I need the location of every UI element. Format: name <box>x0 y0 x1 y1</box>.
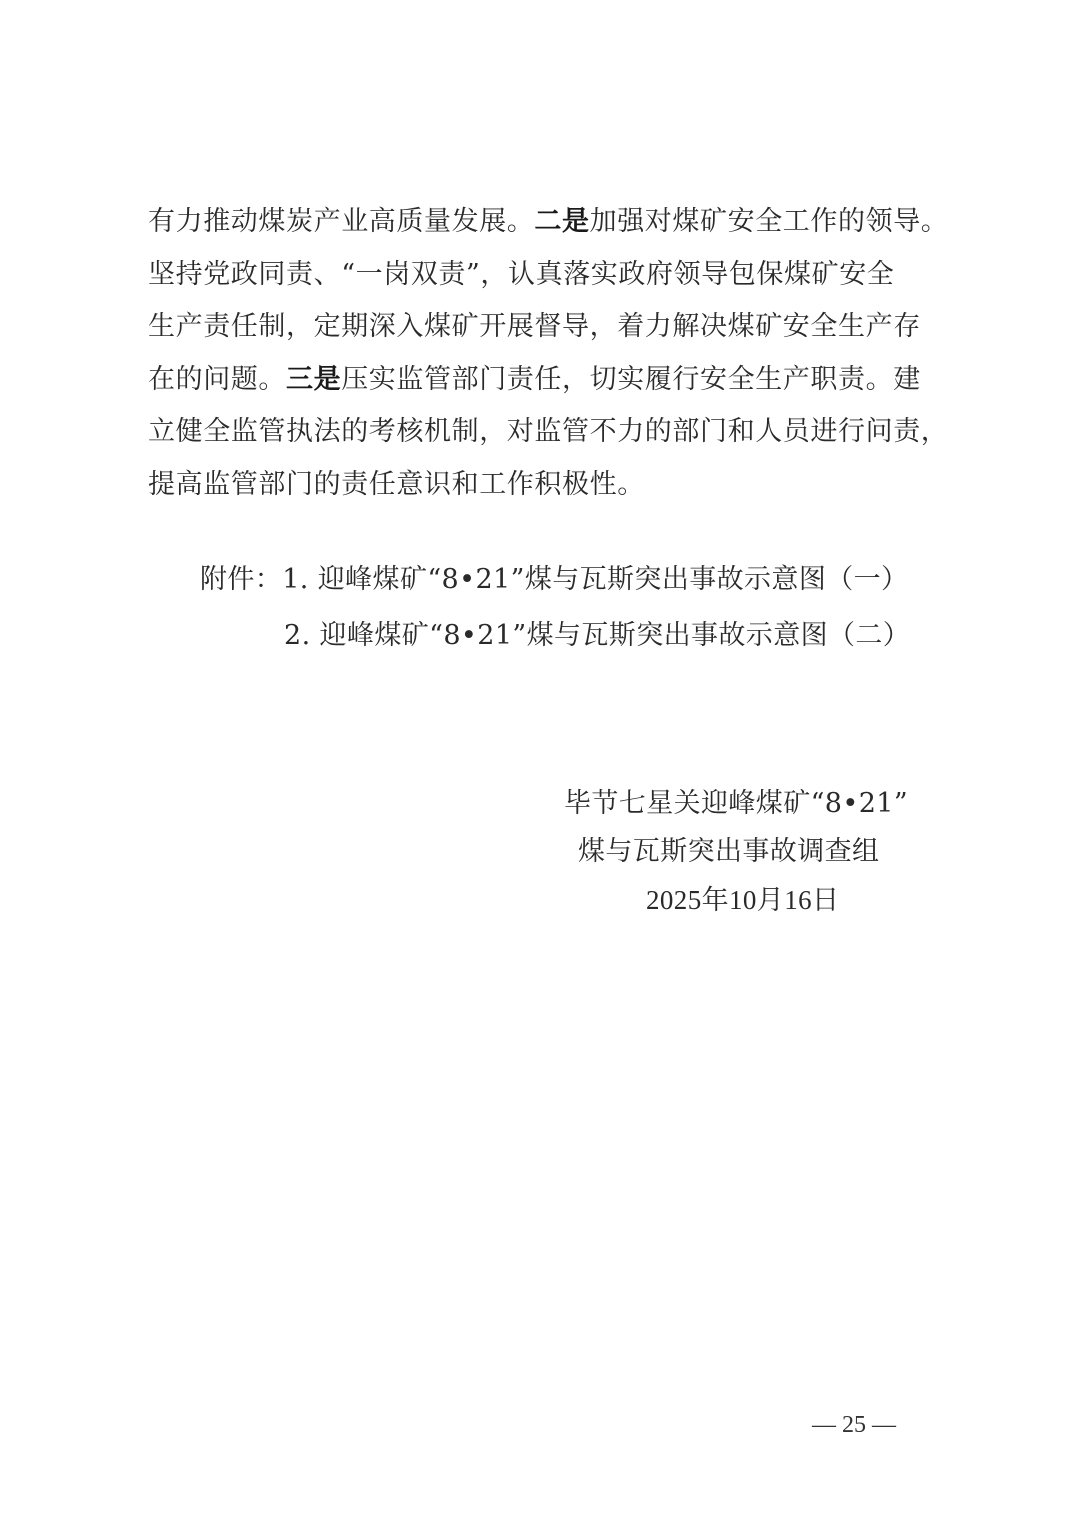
bold-marker: 三是 <box>286 363 342 395</box>
line-text: 坚持党政同责、“一岗双责”，认真落实政府领导包保煤矿安全 <box>148 258 895 290</box>
body-paragraph <box>148 196 948 511</box>
paragraph-line <box>148 406 948 459</box>
attachment-item <box>200 608 910 664</box>
line-text: 压实监管部门责任，切实履行安全生产职责。建 <box>341 363 921 395</box>
line-text: 提高监管部门的责任意识和工作积极性。 <box>148 468 645 500</box>
paragraph-line <box>148 196 948 249</box>
attachment-item <box>200 552 910 608</box>
line-text: 立健全监管执法的考核机制，对监管不力的部门和人员进行问责， <box>148 416 949 447</box>
attachments-list <box>200 552 910 664</box>
paragraph-line <box>148 459 948 512</box>
bold-marker: 二是 <box>534 206 590 237</box>
attachments-label: 附件： <box>200 564 283 595</box>
attachment-title: 1. 迎峰煤矿“8•21”煤与瓦斯突出事故示意图（一） <box>282 564 909 595</box>
paragraph-line <box>148 249 948 302</box>
line-text: 加强对煤矿安全工作的领导。 <box>589 206 949 237</box>
attachment-title: 2. 迎峰煤矿“8•21”煤与瓦斯突出事故示意图（二） <box>284 620 911 651</box>
signature-block <box>560 780 920 924</box>
signature-org-line: 毕节七星关迎峰煤矿“8•21” <box>564 788 909 819</box>
page-number: — 25 — <box>812 1412 896 1438</box>
paragraph-line <box>148 354 948 407</box>
signature-date: 2025年10月16日 <box>646 885 840 915</box>
line-text: 生产责任制，定期深入煤矿开展督导，着力解决煤矿安全生产存 <box>148 311 921 342</box>
line-text: 在的问题。 <box>148 363 286 395</box>
line-text: 有力推动煤炭产业高质量发展。 <box>148 206 535 237</box>
signature-org-line: 煤与瓦斯突出事故调查组 <box>578 836 880 867</box>
paragraph-line <box>148 301 948 354</box>
